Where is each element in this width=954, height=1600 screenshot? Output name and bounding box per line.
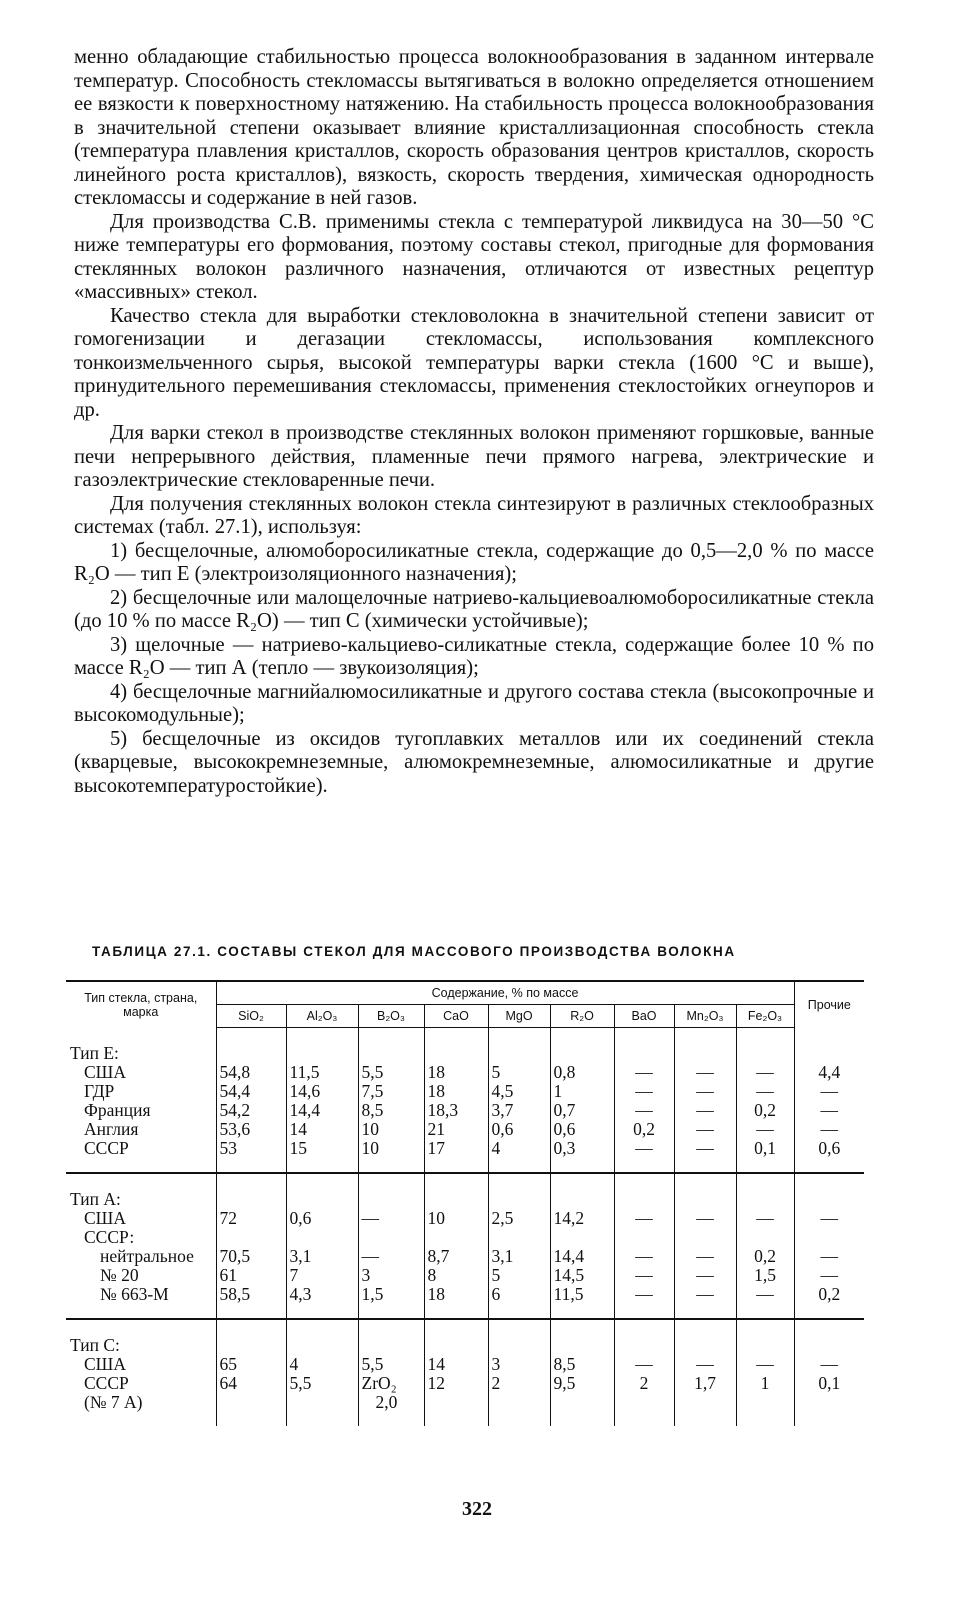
cell: — [696,1138,714,1158]
cell: 0,7 [553,1100,576,1120]
cell: 8,7 [427,1246,450,1266]
cell: 14,4 [553,1246,585,1266]
cell: 10 [361,1138,379,1158]
cell: 18 [427,1284,445,1304]
cell: 10 [427,1208,445,1228]
cell: 5 [491,1062,501,1082]
row-label: ГДР [84,1080,115,1101]
cell: — [696,1062,714,1082]
cell: ZrO₂ [361,1373,397,1393]
row-label: СССР [84,1137,129,1158]
cell: 5 [491,1265,501,1285]
cell: 3 [491,1354,501,1374]
cell: — [756,1081,774,1101]
cell: 12 [427,1373,445,1393]
cell: 14,2 [553,1208,585,1228]
cell: — [635,1284,653,1304]
cell: 10 [361,1119,379,1139]
cell: — [696,1208,714,1228]
cell: — [696,1284,714,1304]
cell: 5,5 [361,1062,384,1082]
column-header-bao: BaO [614,1005,674,1028]
cell: 0,6 [818,1137,841,1158]
cell: 14,5 [553,1265,585,1285]
cell: 14 [289,1119,307,1139]
cell: 3,1 [491,1246,514,1266]
cell: 64 [219,1373,237,1393]
cell: 18 [427,1081,445,1101]
cell: 14,4 [289,1100,321,1120]
cell: — [361,1208,379,1228]
cell: 4 [289,1354,299,1374]
column-header-al2o3: Al₂O₃ [286,1005,358,1028]
cell: 0,8 [553,1062,576,1082]
table-row [66,1028,864,1174]
table-row [66,1319,864,1426]
cell: 0,2 [754,1246,776,1266]
cell: 7,5 [361,1081,384,1101]
row-label: СССР [84,1373,129,1393]
cell: — [635,1062,653,1082]
cell: 72 [219,1208,237,1228]
cell: 3 [361,1265,371,1285]
cell: 4,4 [818,1061,841,1082]
cell: — [635,1265,653,1285]
cell: 54,2 [219,1100,251,1120]
cell: 4 [491,1138,501,1158]
cell: 8,5 [361,1100,384,1120]
row-label: нейтральное [100,1246,194,1266]
cell: 3,1 [289,1246,312,1266]
cell: — [756,1284,774,1304]
column-header-cao: CaO [424,1005,488,1028]
cell: 65 [219,1354,237,1374]
cell: 0,6 [289,1208,312,1228]
cell: 9,5 [553,1373,576,1393]
column-header-fe2o3: Fe₂O₃ [736,1005,794,1028]
cell: 2 [639,1373,649,1393]
row-label: США [84,1208,126,1228]
list-item: 4) бесщелочные магнийалюмосиликатные и другого состава стекла (высокопрочные и высокомодульные); [74,680,874,726]
cell: — [635,1246,653,1266]
paragraph: менно обладающие стабильностью процесса волокнообразования в заданном интервале температур. Способность стекломассы вытягиваться в волокно определяется отношением ее вязкости к поверхностному натяжению. На стабильность процесса волокнообразования в значительной степени оказывает влияние кристаллизационная способность стекла (температура плавления кристаллов, скорость образования центров кристаллов, скорость линейного роста кристаллов), вязкость, скорость твердения, химическая однородность стекломассы и содержание в ней газов. [74,46,874,209]
table-group-type-a [66,1173,864,1319]
cell: — [820,1080,839,1101]
table-title: ТАБЛИЦА 27.1. СОСТАВЫ СТЕКОЛ ДЛЯ МАССОВОГО ПРОИЗВОДСТВА ВОЛОКНА [92,944,736,959]
cell: 4,5 [491,1081,514,1101]
cell: 54,8 [219,1062,251,1082]
cell: 5,5 [361,1354,384,1374]
body-text [74,46,874,798]
cell: 0,2 [633,1119,655,1139]
paragraph: Для получения стеклянных волокон стекла синтезируют в различных стеклообразных системах (табл. 27.1), используя: [74,492,874,538]
cell: 0,6 [491,1119,514,1139]
cell: 1 [553,1081,563,1101]
cell: — [635,1100,653,1120]
cell: — [361,1246,379,1266]
cell: 70,5 [219,1246,251,1266]
cell: 8 [427,1265,437,1285]
cell: — [635,1354,653,1374]
row-label: (№ 7 А) [84,1392,143,1412]
cell: 58,5 [219,1284,251,1304]
cell: 53,6 [219,1119,251,1139]
column-header-sio2: SiO₂ [216,1005,286,1028]
group-title: Тип С: [70,1335,120,1355]
cell: 11,5 [289,1062,320,1082]
row-label: № 20 [100,1265,139,1285]
cell: 5,5 [289,1373,312,1393]
cell: — [820,1208,839,1228]
row-label: Франция [84,1099,151,1120]
group-title: Тип А: [70,1189,121,1209]
cell: 0,1 [754,1138,776,1158]
cell: 61 [219,1265,237,1285]
cell: 0,2 [754,1100,776,1120]
cell: — [696,1119,714,1139]
column-header-b2o3: B₂O₃ [358,1005,424,1028]
cell: — [820,1246,839,1266]
cell: 15 [289,1138,307,1158]
table-row [66,1173,864,1319]
table-group-type-c [66,1319,864,1426]
cell: 2,0 [375,1392,398,1412]
cell: 14,6 [289,1081,321,1101]
table-group-type-e [66,1028,864,1174]
cell: 6 [491,1284,501,1304]
cell: 11,5 [553,1284,584,1304]
paragraph: Для варки стекол в производстве стеклянных волокон применяют горшковые, ванные печи непрерывного действия, пламенные печи прямого нагрева, электрические и газоэлектрические стекловаренные печи. [74,422,874,491]
cell: 1,5 [754,1265,776,1285]
composition-table [66,980,864,1426]
cell: 21 [427,1119,445,1139]
cell: — [696,1354,714,1374]
cell: 1,7 [694,1373,716,1393]
list-item: 3) щелочные — натриево-кальциево-силикатные стекла, содержащие более 10 % по массе R₂O — тип А (тепло — звукоизоляция); [74,633,874,679]
cell: — [756,1208,774,1228]
cell: 4,3 [289,1284,312,1304]
cell: 0,2 [818,1284,841,1304]
cell: — [756,1354,774,1374]
list-item: 2) бесщелочные или малощелочные натриево-кальциевоалюмоборосиликатные стекла (до 10 % по массе R₂O) — тип С (химически устойчивые); [74,586,874,632]
cell: 2,5 [491,1208,514,1228]
cell: 1 [760,1373,770,1393]
cell: 0,1 [818,1373,841,1393]
cell: — [696,1265,714,1285]
cell: 18 [427,1062,445,1082]
cell: — [820,1354,839,1374]
list-item: 5) бесщелочные из оксидов тугоплавких металлов или их соединений стекла (кварцевые, высококремнеземные, алюмокремнеземные, алюмосиликатные и другие высокотемпературостойкие). [74,727,874,797]
paragraph: Для производства С.В. применимы стекла с температурой ликвидуса на 30—50 °С ниже температуры его формования, поэтому составы стекол, пригодные для формования стеклянных волокон различного назначения, отличаются от известных рецептур «массивных» стекол. [74,210,874,303]
cell: — [756,1119,774,1139]
cell: — [696,1081,714,1101]
group-title: Тип Е: [70,1042,119,1063]
cell: — [820,1118,839,1139]
row-label: СССР: [84,1227,135,1247]
cell: 2 [491,1373,501,1393]
cell: 8,5 [553,1354,576,1374]
cell: — [820,1265,839,1285]
list-item: 1) бесщелочные, алюмоборосиликатные стекла, содержащие до 0,5—2,0 % по массе R₂O — тип Е (электроизоляционного назначения); [74,539,874,585]
cell: 17 [427,1138,445,1158]
cell: 0,3 [553,1138,576,1158]
row-label: Англия [84,1118,139,1139]
cell: — [696,1100,714,1120]
column-group-header: Содержание, % по массе [216,981,794,1005]
cell: 1,5 [361,1284,384,1304]
cell: 7 [289,1265,299,1285]
page-number: 322 [462,1498,492,1520]
column-header-type: Тип стекла, страна, марка [66,981,216,1028]
column-header-mgo: MgO [488,1005,550,1028]
cell: 53 [219,1138,237,1158]
column-header-mn2o3: Mn₂O₃ [674,1005,736,1028]
cell: — [635,1138,653,1158]
cell: 18,3 [427,1100,459,1120]
cell: — [635,1208,653,1228]
cell: 0,6 [553,1119,576,1139]
paragraph: Качество стекла для выработки стекловолокна в значительной степени зависит от гомогенизации и дегазации стекломассы, использования комплексного тонкоизмельченного сырья, высокой температуры варки стекла (1600 °С и выше), принудительного перемешивания стекломассы, применения стеклостойких огнеупоров и др. [74,304,874,421]
row-label: США [84,1061,126,1082]
cell: 14 [427,1354,445,1374]
cell: — [696,1246,714,1266]
cell: — [820,1099,839,1120]
cell: 54,4 [219,1081,251,1101]
row-label: США [84,1354,126,1374]
cell: 3,7 [491,1100,514,1120]
row-label: № 663-М [100,1284,169,1304]
column-header-r2o: R₂O [550,1005,614,1028]
cell: — [635,1081,653,1101]
column-header-other: Прочие [794,981,864,1028]
cell: — [756,1062,774,1082]
